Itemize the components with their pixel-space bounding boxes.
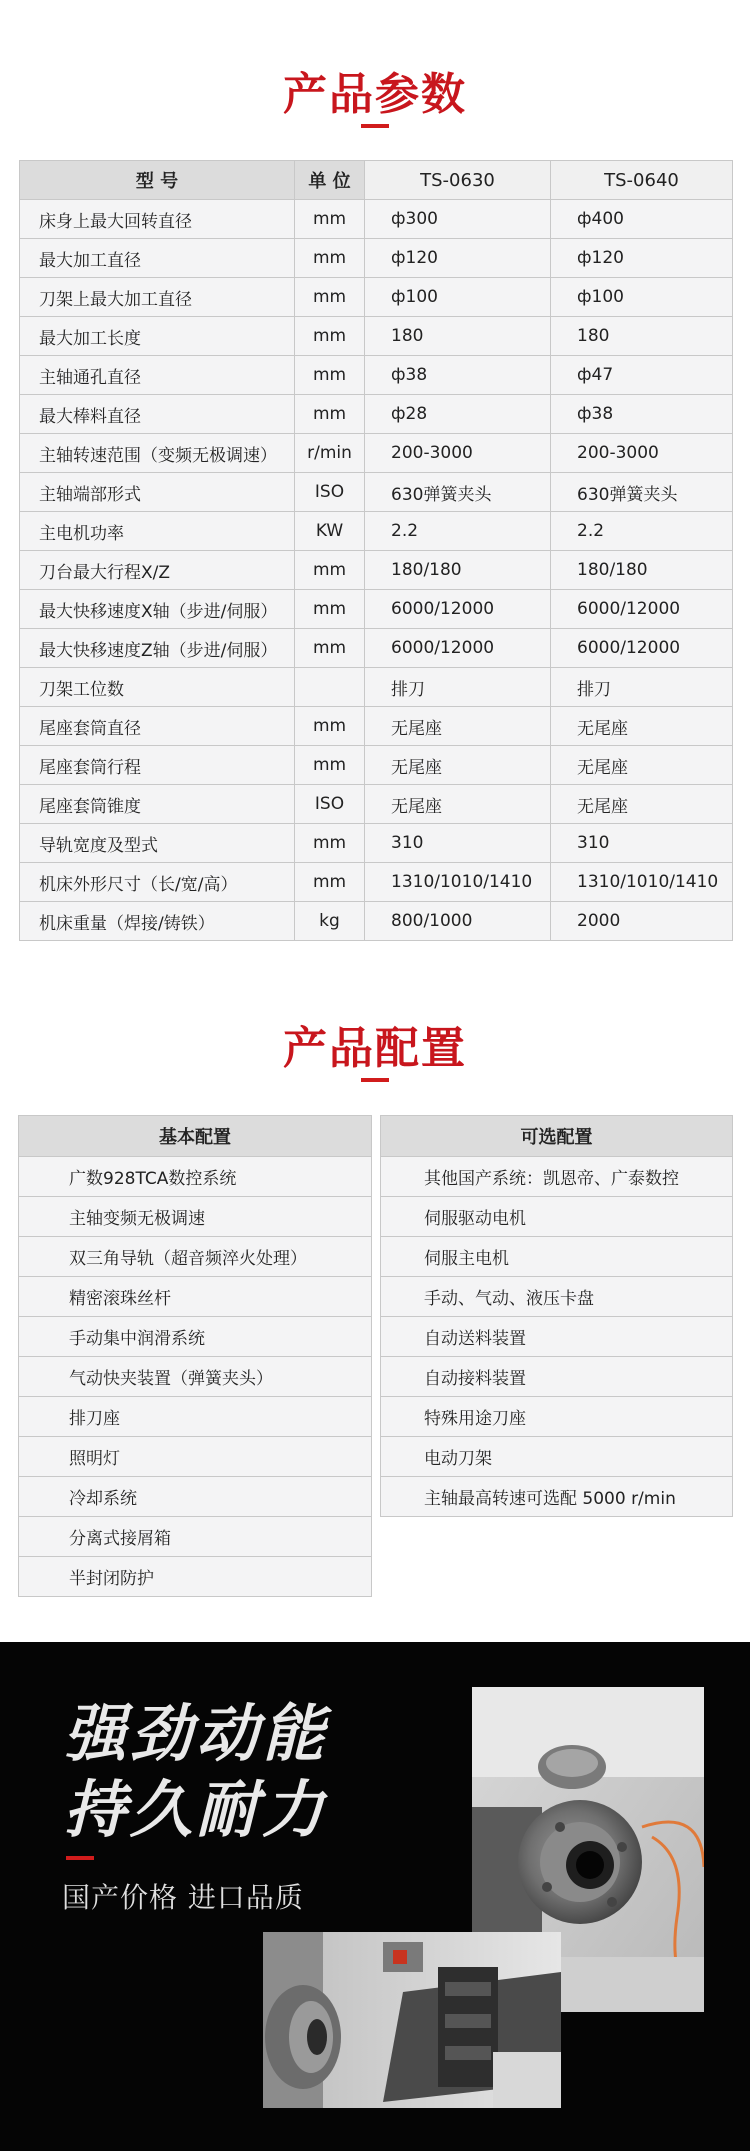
spec-value-ts0630: 排刀 bbox=[365, 668, 551, 707]
spec-unit: mm bbox=[295, 707, 365, 746]
optional-config-item: 自动送料装置 bbox=[381, 1317, 733, 1357]
optional-config-item: 其他国产系统：凯恩帝、广泰数控 bbox=[381, 1157, 733, 1197]
spec-value-ts0630: 180/180 bbox=[365, 551, 551, 590]
basic-config-item: 主轴变频无极调速 bbox=[19, 1197, 372, 1237]
spec-param: 主轴转速范围（变频无极调速） bbox=[20, 434, 295, 473]
config-title: 产品配置 bbox=[283, 1023, 467, 1074]
optional-config-item: 特殊用途刀座 bbox=[381, 1397, 733, 1437]
spec-param: 最大加工长度 bbox=[20, 317, 295, 356]
spec-header-ts0630: TS-0630 bbox=[365, 161, 551, 200]
spec-param: 尾座套筒直径 bbox=[20, 707, 295, 746]
list-item bbox=[19, 1197, 372, 1237]
spec-header-row bbox=[20, 161, 733, 200]
spec-value-ts0640: ф38 bbox=[551, 395, 733, 434]
lathe-toolpost-photo bbox=[263, 1932, 561, 2108]
spec-unit: mm bbox=[295, 824, 365, 863]
optional-config-header: 可选配置 bbox=[381, 1116, 733, 1157]
spec-value-ts0630: 200-3000 bbox=[365, 434, 551, 473]
spec-unit: mm bbox=[295, 200, 365, 239]
spec-value-ts0630: 630弹簧夹头 bbox=[365, 473, 551, 512]
list-item bbox=[381, 1237, 733, 1277]
spec-value-ts0640: 2.2 bbox=[551, 512, 733, 551]
spec-unit: mm bbox=[295, 317, 365, 356]
table-row bbox=[20, 512, 733, 551]
spec-param: 主轴通孔直径 bbox=[20, 356, 295, 395]
table-row bbox=[20, 746, 733, 785]
basic-config-item: 精密滚珠丝杆 bbox=[19, 1277, 372, 1317]
optional-config-table bbox=[380, 1115, 733, 1517]
table-row bbox=[20, 707, 733, 746]
table-row bbox=[20, 863, 733, 902]
basic-config-item: 广数928TCA数控系统 bbox=[19, 1157, 372, 1197]
slogan-line-1: 强劲动能 bbox=[64, 1697, 329, 1770]
spec-unit bbox=[295, 668, 365, 707]
spec-value-ts0630: ф120 bbox=[365, 239, 551, 278]
spec-value-ts0630: 无尾座 bbox=[365, 707, 551, 746]
spec-param: 尾座套筒行程 bbox=[20, 746, 295, 785]
spec-value-ts0630: 1310/1010/1410 bbox=[365, 863, 551, 902]
spec-value-ts0640: 排刀 bbox=[551, 668, 733, 707]
list-item bbox=[381, 1317, 733, 1357]
list-item bbox=[19, 1557, 372, 1597]
spec-value-ts0640: 180/180 bbox=[551, 551, 733, 590]
table-row bbox=[20, 239, 733, 278]
spec-unit: mm bbox=[295, 278, 365, 317]
spec-value-ts0640: 无尾座 bbox=[551, 785, 733, 824]
table-row bbox=[20, 551, 733, 590]
spec-value-ts0640: 无尾座 bbox=[551, 746, 733, 785]
list-item bbox=[381, 1477, 733, 1517]
table-row bbox=[20, 473, 733, 512]
table-row bbox=[20, 668, 733, 707]
basic-config-item: 双三角导轨（超音频淬火处理） bbox=[19, 1237, 372, 1277]
spec-value-ts0630: 310 bbox=[365, 824, 551, 863]
list-item bbox=[19, 1517, 372, 1557]
spec-value-ts0640: 1310/1010/1410 bbox=[551, 863, 733, 902]
spec-unit: mm bbox=[295, 746, 365, 785]
basic-config-item: 半封闭防护 bbox=[19, 1557, 372, 1597]
basic-config-item: 冷却系统 bbox=[19, 1477, 372, 1517]
table-row bbox=[20, 200, 733, 239]
spec-param: 最大棒料直径 bbox=[20, 395, 295, 434]
basic-config-item: 手动集中润滑系统 bbox=[19, 1317, 372, 1357]
spec-unit: ISO bbox=[295, 785, 365, 824]
basic-config-table bbox=[18, 1115, 372, 1597]
spec-value-ts0640: 310 bbox=[551, 824, 733, 863]
spec-header-ts0640: TS-0640 bbox=[551, 161, 733, 200]
basic-config-header: 基本配置 bbox=[19, 1116, 372, 1157]
spec-value-ts0630: 6000/12000 bbox=[365, 629, 551, 668]
spec-value-ts0640: 无尾座 bbox=[551, 707, 733, 746]
slogan-red-accent bbox=[66, 1856, 94, 1860]
spec-value-ts0630: 800/1000 bbox=[365, 902, 551, 941]
spec-value-ts0640: ф400 bbox=[551, 200, 733, 239]
spec-value-ts0640: 2000 bbox=[551, 902, 733, 941]
spec-value-ts0640: ф120 bbox=[551, 239, 733, 278]
table-row bbox=[20, 629, 733, 668]
spec-param: 机床重量（焊接/铸铁） bbox=[20, 902, 295, 941]
spec-value-ts0640: 180 bbox=[551, 317, 733, 356]
config-title-underline bbox=[361, 1078, 389, 1082]
spec-param: 最大快移速度Z轴（步进/伺服） bbox=[20, 629, 295, 668]
spec-value-ts0630: 6000/12000 bbox=[365, 590, 551, 629]
spec-unit: mm bbox=[295, 356, 365, 395]
table-row bbox=[20, 902, 733, 941]
spec-table bbox=[19, 160, 733, 941]
basic-config-item: 分离式接屑箱 bbox=[19, 1517, 372, 1557]
params-title-underline bbox=[361, 124, 389, 128]
table-row bbox=[20, 824, 733, 863]
spec-value-ts0630: ф28 bbox=[365, 395, 551, 434]
list-item bbox=[19, 1477, 372, 1517]
spec-param: 刀架上最大加工直径 bbox=[20, 278, 295, 317]
list-item bbox=[19, 1357, 372, 1397]
table-row bbox=[20, 395, 733, 434]
basic-config-item: 排刀座 bbox=[19, 1397, 372, 1437]
table-row bbox=[20, 356, 733, 395]
optional-config-item: 主轴最高转速可选配 5000 r/min bbox=[381, 1477, 733, 1517]
spec-value-ts0630: ф100 bbox=[365, 278, 551, 317]
spec-unit: mm bbox=[295, 590, 365, 629]
optional-config-item: 自动接料装置 bbox=[381, 1357, 733, 1397]
table-row bbox=[20, 590, 733, 629]
basic-config-item: 气动快夹装置（弹簧夹头） bbox=[19, 1357, 372, 1397]
list-item bbox=[381, 1157, 733, 1197]
spec-param: 床身上最大回转直径 bbox=[20, 200, 295, 239]
spec-param: 机床外形尺寸（长/宽/高） bbox=[20, 863, 295, 902]
spec-param: 主轴端部形式 bbox=[20, 473, 295, 512]
list-item bbox=[19, 1317, 372, 1357]
spec-unit: r/min bbox=[295, 434, 365, 473]
spec-value-ts0630: ф38 bbox=[365, 356, 551, 395]
spec-value-ts0630: 无尾座 bbox=[365, 746, 551, 785]
optional-config-item: 伺服驱动电机 bbox=[381, 1197, 733, 1237]
slogan-line-2: 持久耐力 bbox=[64, 1773, 329, 1846]
spec-header-unit: 单 位 bbox=[295, 161, 365, 200]
list-item bbox=[19, 1437, 372, 1477]
spec-header-model: 型 号 bbox=[20, 161, 295, 200]
spec-param: 刀台最大行程X/Z bbox=[20, 551, 295, 590]
spec-unit: kg bbox=[295, 902, 365, 941]
spec-value-ts0630: 2.2 bbox=[365, 512, 551, 551]
spec-param: 主电机功率 bbox=[20, 512, 295, 551]
spec-param: 尾座套筒锥度 bbox=[20, 785, 295, 824]
list-item bbox=[381, 1277, 733, 1317]
optional-config-item: 电动刀架 bbox=[381, 1437, 733, 1477]
spec-value-ts0640: ф100 bbox=[551, 278, 733, 317]
spec-unit: ISO bbox=[295, 473, 365, 512]
optional-config-item: 手动、气动、液压卡盘 bbox=[381, 1277, 733, 1317]
spec-param: 最大加工直径 bbox=[20, 239, 295, 278]
spec-unit: mm bbox=[295, 395, 365, 434]
spec-value-ts0630: ф300 bbox=[365, 200, 551, 239]
list-item bbox=[381, 1437, 733, 1477]
spec-value-ts0640: 6000/12000 bbox=[551, 629, 733, 668]
optional-config-item: 伺服主电机 bbox=[381, 1237, 733, 1277]
list-item bbox=[381, 1197, 733, 1237]
spec-param: 刀架工位数 bbox=[20, 668, 295, 707]
table-row bbox=[20, 434, 733, 473]
spec-value-ts0640: 200-3000 bbox=[551, 434, 733, 473]
list-item bbox=[381, 1357, 733, 1397]
spec-value-ts0630: 无尾座 bbox=[365, 785, 551, 824]
spec-unit: mm bbox=[295, 629, 365, 668]
spec-unit: KW bbox=[295, 512, 365, 551]
list-item bbox=[19, 1397, 372, 1437]
spec-value-ts0640: 6000/12000 bbox=[551, 590, 733, 629]
table-row bbox=[20, 317, 733, 356]
banner-subtitle: 国产价格 进口品质 bbox=[62, 1881, 304, 1914]
table-row bbox=[20, 278, 733, 317]
spec-value-ts0640: ф47 bbox=[551, 356, 733, 395]
list-item bbox=[19, 1157, 372, 1197]
basic-config-item: 照明灯 bbox=[19, 1437, 372, 1477]
list-item bbox=[19, 1277, 372, 1317]
spec-value-ts0640: 630弹簧夹头 bbox=[551, 473, 733, 512]
spec-unit: mm bbox=[295, 239, 365, 278]
spec-unit: mm bbox=[295, 863, 365, 902]
table-row bbox=[20, 785, 733, 824]
spec-param: 导轨宽度及型式 bbox=[20, 824, 295, 863]
list-item bbox=[381, 1397, 733, 1437]
params-title: 产品参数 bbox=[283, 69, 467, 120]
spec-value-ts0630: 180 bbox=[365, 317, 551, 356]
spec-unit: mm bbox=[295, 551, 365, 590]
spec-param: 最大快移速度X轴（步进/伺服） bbox=[20, 590, 295, 629]
list-item bbox=[19, 1237, 372, 1277]
promo-banner bbox=[0, 1642, 750, 2151]
